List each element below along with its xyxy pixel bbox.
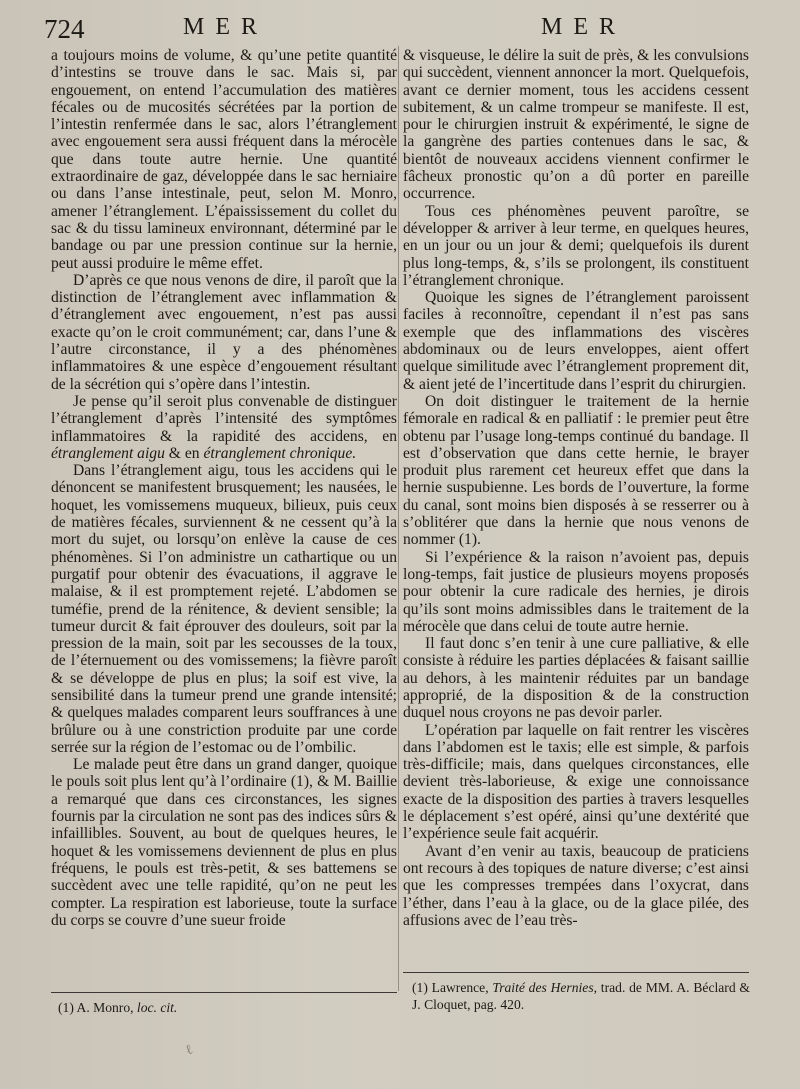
footnote-rule-left [51,992,397,993]
text-run: (1) A. Monro, [58,1000,137,1015]
text-run: L’opération par laquelle on fait rentrer les viscères dans l’abdomen est le taxis; elle est simple, & parfois très-difficile; mais, dans quelques circonstances, elle devient très-laborieuse, & exige une connoissance exacte de la disposition des parties à travers lesquelles le déplacement s’est opéré, ainsi qu’une dextérité que l’expérience seule fait acquérir. [403,721,749,843]
footnote-rule-right [403,972,749,973]
italic-text: loc. cit. [136,1000,178,1015]
running-title-left: MER [183,14,269,40]
paragraph [403,203,749,289]
text-run: Dans l’étranglement aigu, tous les accidens qui le dénoncent se manifestent brusquement; les nausées, le hoquet, les vomissemens muqueux, bilieux, puis ceux de matières fécales, surviennent & ne cessent qu’à la mort du sujet, ou lorsqu’on enlève la cause de ces phénomènes. Si l’on administre un cathartique ou un purgatif pour obtenir des évacuations, il aggrave le malaise, & il est promptement rejeté. L’abdomen se tuméfie, prend de la rénitence, & devient sensible; la tumeur durcit & fait éprouver des douleurs, soit par la pression de la main, soit par les secousses de la toux, de l’éternuement ou des vomissemens; la fièvre paroît & se développe de plus en plus; la soif est vive, la sensibilité dans la tumeur prend une grande intensité; & quelques malades comparent leurs souffrances à une brûlure ou à une constriction produite par une corde serrée sur la région de l’estomac ou de l’ombilic. [51,462,397,756]
text-run: & en [164,444,204,462]
text-run: On doit distinguer le traitement de la hernie fémorale en radical & en palliatif : le premier peut être obtenu par l’usage long-temps continué du bandage. Il est d’observation que dans cette hernie, le brayer produit plus rarement cet heureux effet que dans la hernie suspubienne. Les bords de l’ouverture, la forme du canal, sont moins bien disposés à se resserrer ou à s’oblitérer que dans la hernie que nous venons de nommer (1). [403,392,749,549]
running-head [0,14,800,44]
column-divider [398,46,399,991]
italic-text: étranglement aigu [51,444,165,462]
pencil-mark: ℓ [183,1041,196,1059]
paragraph [403,549,749,635]
paragraph [403,722,749,843]
text-run: Si l’expérience & la raison n’avoient pas, depuis long-temps, fait justice de plusieurs moyens proposés pour obtenir la cure radicale des hernies, je dirois qu’ils sont moins admissibles dans le traitement de la mérocèle que dans celui de toute autre hernie. [403,548,749,635]
italic-text: Traité des Hernies [492,980,594,995]
italic-text: étranglement chronique. [203,444,357,462]
text-run: & visqueuse, le délire la suit de près, & les convulsions qui succèdent, viennent annoncer la mort. Quelquefois, avant ce dernier moment, tous les accidens cessent subitement, & un calme trompeur se manifeste. Il est, pour le chirurgien instruit & expérimenté, le signe de la gangrène des parties contenues dans le sac, & bientôt de nouveaux accidens viennent confirmer le fâcheux pronostic qu’on a dû porter en pareille occurrence. [403,47,749,203]
text-run: Je pense qu’il seroit plus convenable de distinguer l’étranglement d’après l’intensité des symptômes inflammatoires & la rapidité des accidens, en [51,392,397,445]
text-run: a toujours moins de volume, & qu’une petite quantité d’intestins se trouve dans le sac. Mais si, par engouement, on entend l’accumulation des matières fécales ou de mucosités sécrétées par la portion de l’intestin renfermée dans le sac, alors l’étranglement avec engouement sera aussi fréquent dans la mérocèle que dans toute autre hernie. Une quantité extraordinaire de gaz, développée dans le sac herniaire ou dans l’anse intestinale, peut, selon M. Monro, amener l’étranglement. L’épaississement du collet du sac & du tissu lamineux environnant, déterminé par le bandage ou par une pression continue sur la hernie, peut aussi produire le même effet. [51,47,397,272]
text-run: , trad. de MM. A. Béclard & J. Cloquet, pag. 420. [412,980,750,1012]
running-title-right: MER [541,14,627,40]
paragraph [403,635,749,721]
paragraph [403,289,749,393]
paragraph [403,47,749,203]
paragraph [51,756,397,929]
text-run: Quoique les signes de l’étranglement paroissent faciles à reconnoître, cependant il n’est pas sans exemple que des inflammations des viscères abdominaux ou de leurs enveloppes, aient offert quelque similitude avec l’étranglement proprement dit, & aient jeté de l’incertitude dans l’esprit du chirurgien. [403,289,749,393]
text-run: D’après ce que nous venons de dire, il paroît que la distinction de l’étranglement avec inflammation & d’étranglement avec engouement, n’est pas aussi exacte qu’on le croit communément; car, dans l’une & l’autre circonstance, il y a des phénomènes inflammatoires & une espèce d’engouement résultant de la sécrétion qui s’opère dans l’intestin. [51,271,397,393]
text-run: (1) Lawrence, [412,980,493,995]
page-number: 724 [44,14,85,44]
footnote-right [412,979,750,1013]
left-column [51,47,397,929]
paragraph [51,462,397,756]
text-run: Avant d’en venir au taxis, beaucoup de praticiens ont recours à des topiques de nature diverse; c’est ainsi que les compresses trempées dans l’oxycrat, dans l’éther, dans l’eau à la glace, ou de la glace pilée, des affusions avec de l’eau très- [403,842,749,929]
right-column [403,47,749,929]
text-run: Il faut donc s’en tenir à une cure palliative, & elle consiste à réduire les parties déplacées & faisant saillie au dehors, à les maintenir réduites par un bandage approprié, de la disposition & de la construction duquel nous croyons ne pas devoir parler. [403,635,749,722]
paragraph [403,843,749,929]
paragraph [51,47,397,272]
paragraph [51,393,397,462]
paragraph [403,393,749,549]
text-run: Tous ces phénomènes peuvent paroître, se développer & arriver à leur terme, en quelques heures, en un jour ou un jour & demi; quelquefois ils durent plus long-temps, &, s’ils se prolongent, ils constituent l’étranglement chronique. [403,202,749,289]
text-run: Le malade peut être dans un grand danger, quoique le pouls soit plus lent qu’à l’ordinaire (1), & M. Baillie a remarqué que dans ces circonstances, les signes fournis par la circulation ne sont pas des indices sûrs & infaillibles. Souvent, au bout de quelques heures, le hoquet & les vomissemens deviennent de plus en plus fréquens, le pouls est très-petit, & ses battemens se succèdent avec une telle rapidité, qu’on ne peut les compter. La respiration est laborieuse, toute la surface du corps se couvre d’une sueur froide [51,756,397,929]
paragraph [51,272,397,393]
footnote-left [58,999,388,1016]
